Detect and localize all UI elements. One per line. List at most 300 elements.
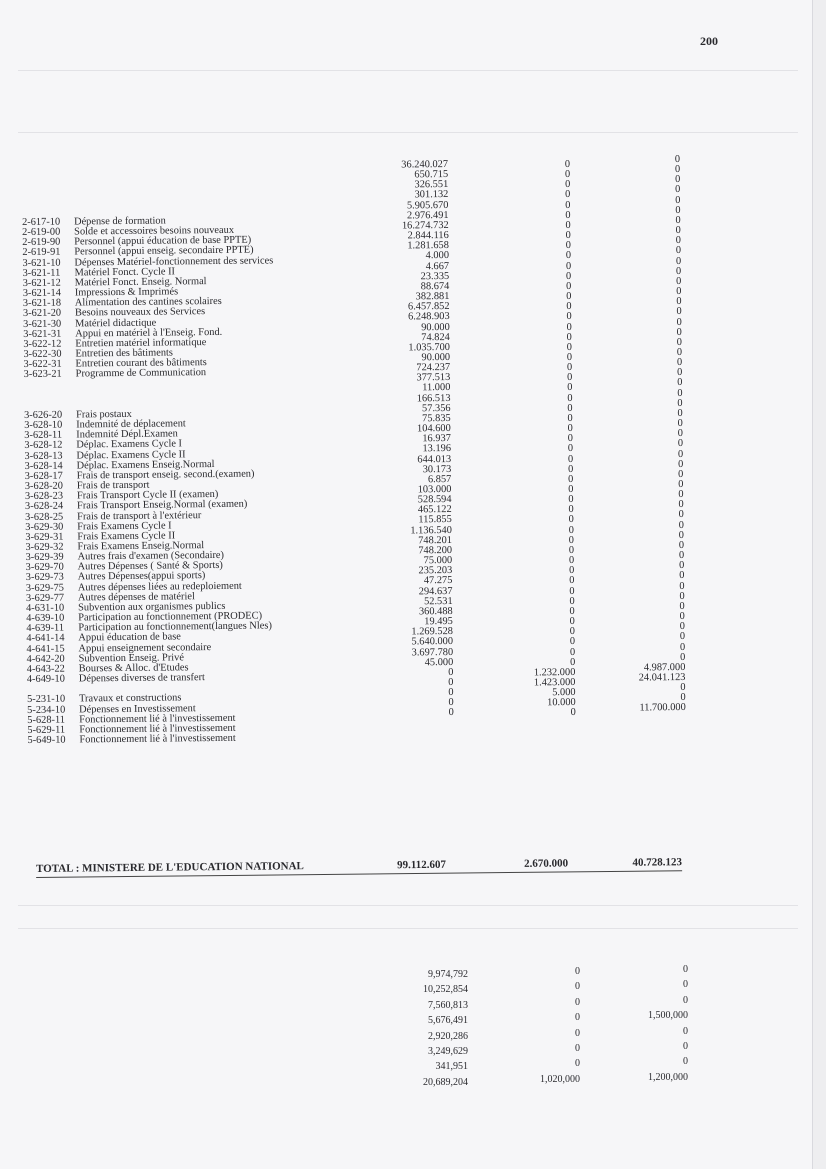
amount-cell: 0: [674, 174, 681, 186]
total-col1: 99.112.607: [397, 858, 447, 872]
amount-cell: 0: [567, 412, 573, 424]
amount-cell: 0: [675, 225, 681, 237]
budget-line: [27, 733, 278, 746]
amount-cell: 0: [567, 372, 573, 384]
amount-cell: 104.600: [416, 423, 451, 435]
budget-line-label: Appui enseignement secondaire: [78, 641, 212, 654]
budget-line-label: Dépenses diverses de transfert: [78, 672, 205, 685]
amount-cell: 0: [678, 499, 684, 511]
amount-cell: 0: [675, 235, 681, 247]
amount-cell: 166.513: [416, 392, 451, 404]
column-3-amounts: [590, 155, 686, 715]
recap-amount-cell: 0: [683, 1056, 688, 1068]
amount-cell: 0: [676, 336, 683, 348]
amount-cell: 235.203: [418, 565, 453, 577]
amount-cell: 11.000: [422, 382, 451, 394]
budget-line-label: Autres Dépenses(appui sports): [77, 570, 206, 583]
budget-line-label: Appui éducation de base: [78, 631, 181, 644]
recap-amount-cell: 0: [683, 994, 688, 1006]
budget-line-label: Frais Transport Enseig.Normal (examen): [76, 499, 248, 512]
amount-cell: 2.976.491: [406, 209, 449, 222]
amount-cell: 6.457.852: [407, 301, 450, 313]
budget-line-label: Bourses & Alloc. d'Etudes: [78, 662, 189, 675]
budget-line-code: 4-642-20: [26, 653, 65, 665]
section-rule-lower: [18, 905, 798, 906]
amount-cell: 47.275: [423, 575, 453, 587]
budget-line-label: Frais de transport enseig. second.(examen): [76, 468, 255, 482]
recap-amount-cell: 0: [575, 1058, 580, 1070]
recap-amount-cell: 0: [683, 1041, 688, 1053]
budget-line-label: Solde et accessoires besoins nouveaux: [74, 224, 235, 238]
budget-line-code: 5-629-11: [27, 724, 66, 736]
amount-cell: 74.824: [421, 331, 450, 343]
amount-cell: 0: [565, 230, 571, 242]
amount-cell: 0: [569, 595, 575, 607]
recap-amount-cell: 7,560,813: [428, 999, 468, 1011]
recap-column-2: [500, 964, 580, 1087]
amount-cell: 4.000: [425, 250, 450, 262]
budget-line-code: 3-623-21: [23, 368, 62, 381]
budget-line-label: Frais Transport Cycle II (examen): [76, 489, 219, 502]
budget-line-code: 4-631-10: [26, 602, 65, 614]
budget-line-code: 4-643-22: [26, 663, 65, 675]
amount-cell: 0: [448, 666, 454, 678]
amount-cell: 0: [678, 519, 684, 531]
amount-cell: 0: [678, 489, 684, 501]
amount-cell: 0: [679, 651, 686, 663]
amount-cell: 6.248.903: [408, 311, 450, 323]
budget-line-label: Matériel didactique: [75, 317, 157, 330]
recap-amount-cell: 1,200,000: [648, 1071, 688, 1083]
amount-cell: 0: [569, 636, 576, 648]
amount-cell: 294.637: [418, 585, 453, 597]
amount-cell: 0: [677, 448, 684, 460]
recap-amount-cell: 1,500,000: [648, 1010, 688, 1022]
budget-line-code: 3-629-39: [25, 551, 64, 564]
amount-cell: 0: [679, 611, 685, 623]
amount-cell: 0: [569, 575, 575, 587]
amount-cell: 382.881: [415, 291, 450, 303]
recap-amount-cell: 0: [575, 981, 580, 993]
amount-cell: 0: [569, 605, 575, 617]
amount-cell: 1.423.000: [533, 676, 576, 689]
amount-cell: 0: [567, 382, 573, 394]
amount-cell: 0: [678, 529, 685, 541]
amount-cell: 90.000: [421, 321, 450, 333]
recap-amount-cell: 0: [575, 1027, 580, 1039]
budget-line-code: 3-621-30: [23, 318, 62, 330]
amount-cell: 0: [566, 311, 572, 323]
budget-line-label: Frais de transport à l'extérieur: [77, 509, 202, 522]
amount-cell: 0: [565, 240, 571, 252]
amount-cell: 0: [566, 301, 572, 313]
amount-cell: 0: [565, 270, 572, 282]
amount-cell: 0: [680, 692, 686, 704]
budget-line-label: Frais Examens Cycle II: [77, 530, 176, 543]
amount-cell: 13.196: [422, 443, 452, 455]
amount-cell: 11.700.000: [639, 702, 686, 714]
amount-cell: 0: [568, 494, 574, 506]
amount-cell: 1.269.528: [411, 626, 453, 638]
amount-cell: 0: [566, 291, 572, 303]
amount-cell: 36.240.027: [401, 159, 449, 171]
recap-column-1: [380, 967, 468, 1090]
budget-line-code: 3-629-75: [25, 582, 65, 594]
amount-cell: 75.000: [423, 555, 453, 567]
budget-line-label: Frais de transport: [76, 479, 150, 492]
budget-line-code: 3-628-10: [24, 419, 63, 432]
amount-cell: 4.667: [425, 260, 450, 272]
amount-cell: 0: [678, 468, 684, 480]
budget-line-label: Dépenses en Investissement: [79, 702, 196, 715]
recap-amount-cell: 3,249,629: [428, 1046, 468, 1058]
amount-cell: 301.132: [414, 189, 449, 201]
budget-line-label: Frais postaux: [76, 408, 132, 421]
amount-cell: 0: [676, 357, 683, 369]
amount-cell: 6.857: [427, 473, 452, 486]
amount-cell: 0: [568, 473, 574, 485]
amount-cell: 0: [675, 214, 681, 226]
amount-cell: 0: [448, 687, 454, 699]
recap-amount-cell: 0: [575, 1043, 580, 1055]
amount-cell: 0: [448, 707, 454, 719]
amount-cell: 19.495: [424, 616, 453, 628]
amount-cell: 0: [566, 351, 573, 364]
amount-cell: 1.232.000: [533, 666, 576, 679]
amount-cell: 0: [679, 580, 685, 592]
recap-amount-cell: 0: [575, 1012, 580, 1024]
amount-cell: 45.000: [424, 656, 454, 668]
amount-cell: 0: [676, 346, 683, 359]
recap-amount-cell: 20,689,204: [423, 1076, 468, 1088]
amount-cell: 0: [680, 682, 686, 694]
budget-line-label: Matériel Fonct. Enseig. Normal: [74, 276, 207, 289]
amount-cell: 0: [569, 565, 575, 577]
amount-cell: 0: [570, 707, 576, 719]
recap-rule: [18, 928, 798, 929]
amount-cell: 0: [677, 367, 683, 379]
amount-cell: 0: [677, 428, 683, 440]
amount-cell: 0: [677, 418, 683, 430]
budget-line-code: 3-628-12: [24, 440, 63, 452]
budget-line-code: 3-629-77: [25, 592, 65, 604]
amount-cell: 0: [564, 159, 571, 171]
budget-line-label: Appui en matériel à l'Enseig. Fond.: [75, 326, 223, 340]
total-row: [36, 856, 696, 875]
amount-cell: 0: [567, 463, 574, 475]
budget-line-label: Travaux et constructions: [78, 692, 182, 705]
amount-cell: 528.594: [417, 494, 452, 506]
budget-line-code: 3-626-20: [24, 409, 63, 421]
budget-line-code: 2-619-90: [22, 236, 61, 249]
budget-line-label: Participation au fonctionnement(langues Nles): [78, 620, 272, 634]
budget-line-label: Participation au fonctionnement (PRODEC): [78, 610, 263, 624]
amount-cell: 0: [568, 514, 574, 526]
amount-cell: 0: [676, 296, 682, 308]
amount-cell: 0: [675, 184, 681, 196]
amount-cell: 0: [567, 443, 574, 455]
budget-line-code: 3-621-10: [22, 257, 61, 269]
amount-cell: 724.237: [416, 362, 451, 374]
budget-line-code: 4-641-15: [26, 643, 65, 655]
budget-line-code: 3-629-32: [25, 541, 64, 553]
recap-amount-cell: 9,974,792: [428, 969, 468, 980]
amount-cell: 90.000: [421, 351, 451, 364]
total-col2: 2.670.000: [523, 857, 569, 870]
amount-cell: 0: [566, 321, 572, 333]
amount-cell: 0: [675, 194, 681, 206]
column-1-amounts: [340, 160, 454, 720]
amount-cell: 0: [567, 433, 573, 445]
budget-line-label: Subvention Enseig. Privé: [78, 652, 185, 665]
amount-cell: 24.041.123: [638, 671, 686, 684]
amount-cell: 0: [678, 539, 685, 551]
amount-cell: 0: [678, 478, 684, 491]
budget-line-code: 2-619-91: [22, 247, 61, 259]
amount-cell: 0: [679, 570, 685, 582]
amount-cell: 0: [678, 550, 685, 562]
amount-cell: 0: [676, 275, 682, 287]
budget-line-label: Personnel (appui éducation de base PPTE): [74, 234, 252, 248]
amount-cell: 0: [676, 306, 682, 318]
amount-cell: 0: [568, 544, 575, 556]
amount-cell: 0: [679, 641, 686, 653]
amount-cell: 0: [567, 402, 573, 414]
budget-line-label: Frais Examens Cycle I: [77, 520, 172, 533]
amount-cell: 4.987.000: [643, 661, 686, 674]
amount-cell: 0: [677, 387, 683, 399]
budget-line-code: 4-639-11: [26, 622, 65, 635]
amount-cell: 1.281.658: [407, 240, 449, 252]
amount-cell: 0: [679, 590, 685, 602]
amount-cell: 10.000: [547, 697, 576, 709]
amount-cell: 88.674: [420, 280, 450, 293]
budget-line-code: 5-628-11: [27, 714, 66, 726]
recap-amount-cell: 341,951: [435, 1061, 468, 1073]
budget-line-code: 3-628-14: [24, 460, 63, 472]
budget-line-code: 3-628-17: [24, 470, 63, 482]
amount-cell: 0: [679, 560, 685, 572]
amount-cell: 0: [676, 286, 682, 298]
amount-cell: 0: [676, 316, 682, 328]
header-rule: [18, 70, 798, 71]
amount-cell: 0: [675, 265, 682, 277]
budget-line-label: Autres Dépenses ( Santé & Sports): [77, 560, 223, 573]
amount-cell: 1.136.540: [410, 524, 452, 537]
amount-cell: 360.488: [418, 605, 453, 618]
amount-cell: 30.173: [422, 463, 452, 475]
amount-cell: 465.122: [417, 504, 452, 516]
budget-line-label: Subvention aux organismes publics: [78, 600, 226, 614]
amount-cell: 0: [565, 209, 571, 221]
page-number: 200: [700, 34, 718, 48]
recap-amount-cell: 1,020,000: [540, 1073, 580, 1085]
budget-line-label: Autres dépenses liées au redeploiement: [77, 580, 242, 594]
amount-cell: 0: [564, 179, 571, 191]
column-2-amounts: [480, 160, 576, 720]
budget-line-label: Indemnité Dépl.Examen: [76, 428, 178, 441]
amount-cell: 0: [679, 631, 686, 643]
budget-line-label: Fonctionnement lié à l'investissement: [79, 732, 236, 746]
total-label: TOTAL : MINISTERE DE L'EDUCATION NATIONAL: [36, 860, 304, 875]
amount-cell: 0: [567, 423, 573, 435]
budget-line-code: 4-639-10: [26, 612, 65, 625]
budget-line-code: 3-628-13: [24, 450, 63, 462]
budget-line-code: 3-622-31: [23, 358, 62, 371]
total-col3: 40.728.123: [632, 856, 683, 869]
budget-line-label: Frais Examens Enseig.Normal: [77, 540, 205, 553]
amount-cell: 0: [677, 397, 683, 409]
budget-line-labels: [22, 215, 278, 746]
amount-cell: 0: [568, 504, 574, 516]
amount-cell: 1.035.700: [408, 341, 451, 354]
amount-cell: 0: [569, 616, 575, 628]
budget-line-code: 3-629-30: [25, 521, 64, 533]
amount-cell: 0: [678, 509, 684, 521]
amount-cell: 115.855: [418, 514, 452, 526]
budget-line-label: Fonctionnement lié à l'investissement: [79, 722, 236, 736]
amount-cell: 0: [568, 483, 574, 496]
amount-cell: 3.697.780: [411, 646, 454, 658]
budget-line-label: Alimentation des cantines scolaires: [74, 296, 222, 309]
budget-line-label: Déplac. Examens Enseig.Normal: [76, 458, 215, 472]
budget-line-label: Programme de Communication: [75, 367, 207, 380]
amount-cell: 0: [566, 331, 572, 343]
recap-amount-cell: 10,252,854: [423, 984, 468, 996]
recap-amount-cell: 0: [575, 966, 580, 977]
amount-cell: 75.835: [422, 412, 451, 425]
budget-line-label: Matériel Fonct. Cycle II: [74, 266, 176, 279]
amount-cell: 748.201: [418, 534, 453, 547]
amount-cell: 16.274.732: [401, 219, 449, 232]
budget-line-code: 4-641-14: [26, 632, 65, 645]
budget-line-code: 3-621-31: [23, 328, 62, 340]
budget-line-code: 5-231-10: [26, 693, 66, 706]
amount-cell: 5.640.000: [411, 636, 454, 648]
budget-line-label: Indemnité de déplacement: [76, 418, 186, 431]
budget-line-label: Autres frais d'examen (Secondaire): [77, 550, 225, 563]
budget-line-code: 3-621-20: [22, 308, 62, 320]
amount-cell: 0: [566, 280, 572, 292]
amount-cell: 0: [566, 341, 573, 353]
amount-cell: 0: [675, 204, 681, 216]
budget-line-label: Impressions & Imprimés: [74, 286, 179, 299]
amount-cell: 0: [567, 453, 574, 465]
budget-line-code: 3-629-31: [25, 531, 64, 543]
amount-cell: 5.905.670: [406, 199, 449, 212]
amount-cell: 52.531: [423, 595, 453, 607]
budget-line-code: 5-649-10: [27, 734, 66, 746]
budget-line-code: 2-617-10: [21, 216, 61, 228]
budget-line-label: Déplac. Examens Cycle II: [76, 448, 186, 462]
amount-cell: 0: [565, 189, 571, 201]
budget-line-code: 2-619-00: [22, 226, 61, 239]
amount-cell: 326.551: [414, 179, 449, 191]
budget-line-label: Déplac. Examens Cycle I: [76, 438, 183, 451]
budget-line-code: 3-622-30: [23, 348, 62, 361]
amount-cell: 0: [676, 326, 682, 338]
amount-cell: 0: [567, 392, 573, 404]
amount-cell: 0: [565, 250, 572, 262]
amount-cell: 0: [568, 524, 574, 536]
amount-cell: 0: [568, 555, 575, 567]
budget-line-code: 3-628-25: [25, 511, 64, 523]
budget-line-code: 3-628-23: [24, 490, 64, 503]
amount-cell: 103.000: [417, 483, 452, 496]
budget-line-code: 3-628-20: [24, 480, 63, 493]
budget-line-label: Besoins nouveaux des Services: [74, 306, 206, 319]
budget-line-label: Dépenses Matériel-fonctionnement des services: [74, 254, 274, 269]
amount-cell: 0: [674, 154, 681, 166]
recap-amount-cell: 0: [683, 964, 688, 975]
amount-cell: 0: [565, 219, 571, 231]
amount-cell: 0: [565, 260, 572, 272]
budget-line-label: Autres dépenses de matériel: [77, 590, 195, 604]
amount-cell: 0: [566, 362, 573, 374]
budget-line-label: Entretien des bâtiments: [75, 347, 174, 360]
budget-line-code: 5-234-10: [27, 704, 66, 716]
recap-amount-cell: 2,920,286: [428, 1030, 468, 1042]
amount-cell: 0: [564, 169, 571, 181]
amount-cell: 23.335: [420, 270, 450, 283]
budget-line-code: 3-629-70: [25, 561, 64, 574]
recap-column-3: [608, 962, 688, 1085]
amount-cell: 644.013: [417, 453, 452, 465]
budget-line-label: Entretien matériel informatique: [75, 336, 207, 350]
budget-line-code: 3-629-73: [25, 572, 64, 584]
section-rule: [18, 132, 798, 133]
budget-line-code: 3-621-14: [22, 287, 61, 300]
budget-line-code: 3-621-12: [22, 277, 61, 289]
amount-cell: 0: [675, 255, 682, 267]
amount-cell: 16.937: [422, 433, 451, 445]
budget-line-code: 3-621-18: [22, 297, 62, 310]
amount-cell: 0: [568, 534, 575, 546]
amount-cell: 0: [679, 621, 685, 633]
amount-cell: 0: [679, 600, 685, 612]
amount-cell: 0: [677, 438, 684, 450]
amount-cell: 0: [448, 697, 454, 709]
amount-cell: 0: [448, 676, 454, 688]
budget-line-label: Entretien courant des bâtiments: [75, 357, 207, 370]
budget-line-label: Dépense de formation: [73, 215, 166, 228]
amount-cell: 0: [569, 585, 575, 597]
amount-cell: 0: [677, 407, 683, 419]
recap-amount-cell: 0: [683, 1025, 688, 1037]
amount-cell: 650.715: [414, 169, 449, 181]
budget-line-label: Personnel (appui enseig. secondaire PPTE): [74, 245, 254, 258]
budget-line-code: 3-622-12: [23, 338, 62, 350]
amount-cell: 377.513: [416, 372, 451, 384]
budget-line-code: 4-649-10: [26, 673, 65, 686]
budget-line-code: 3-628-24: [24, 500, 64, 513]
amount-cell: 0: [565, 199, 571, 211]
amount-cell: 0: [674, 164, 681, 176]
recap-amount-cell: 5,676,491: [428, 1015, 468, 1027]
budget-line-code: 3-621-11: [22, 267, 61, 279]
amount-cell: 57.356: [421, 402, 451, 415]
budget-line-code: 3-628-11: [24, 429, 63, 442]
amount-cell: 0: [677, 377, 683, 389]
amount-cell: 748.200: [418, 544, 453, 557]
amount-cell: 2.844.116: [407, 230, 449, 242]
recap-amount-cell: 0: [575, 996, 580, 1008]
amount-cell: 0: [677, 458, 684, 470]
budget-line-label: Fonctionnement lié à l'investissement: [79, 712, 236, 726]
amount-cell: 5.000: [552, 687, 576, 699]
amount-cell: 0: [569, 626, 575, 638]
recap-amount-cell: 0: [683, 979, 688, 991]
